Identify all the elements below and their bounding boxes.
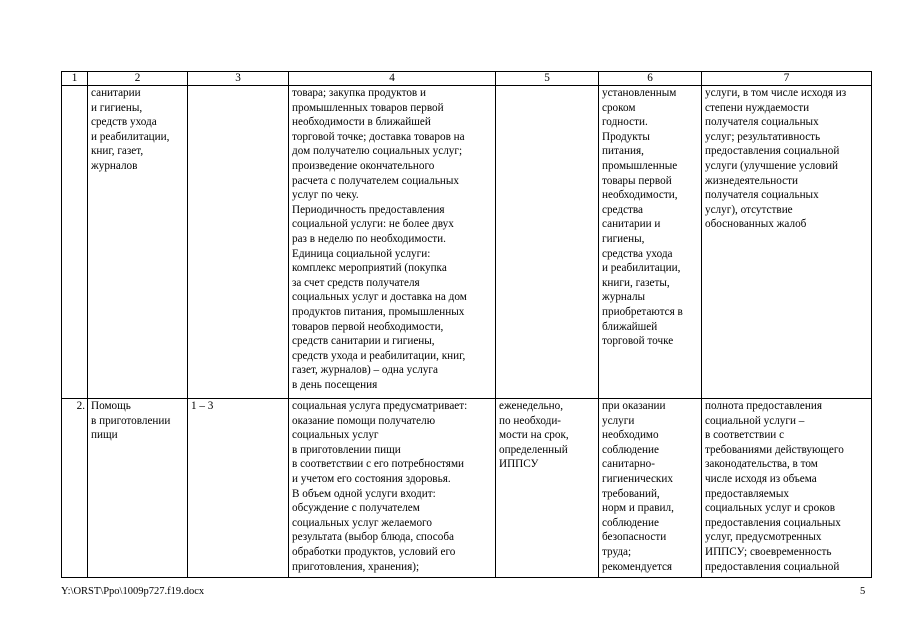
service-name-cell: [88, 86, 188, 399]
cell-line: жизнедеятельности: [705, 174, 798, 187]
cell-line: приобретаются в: [602, 305, 683, 318]
cell-line: торговой точке: [602, 335, 674, 348]
cell-line: полнота предоставления: [705, 400, 822, 412]
cell-line: необходимо: [602, 429, 659, 442]
cell-line: социальной услуги –: [705, 414, 805, 427]
cell-line: установленным: [602, 87, 677, 99]
cell-line: расчета с получателем социальных: [292, 174, 460, 187]
services-table: [61, 71, 872, 578]
cell-line: и реабилитации,: [91, 130, 170, 143]
cell-line: промышленные: [602, 159, 678, 172]
cell-line: соблюдение: [602, 516, 659, 529]
cell-line: в приготовлении пищи: [292, 443, 401, 456]
cell-line: обсуждение с получателем: [292, 502, 420, 515]
frequency-cell: [496, 399, 599, 578]
cell-line: средств ухода: [91, 116, 157, 129]
cell-line: получателя социальных: [705, 189, 819, 202]
cell-line: промышленных товаров первой: [292, 101, 444, 114]
cell-line: услуг, предусмотренных: [705, 531, 822, 544]
cell-line: в день посещения: [292, 378, 378, 391]
cell-line: социальной услуги: не более двух: [292, 218, 454, 231]
quality-cell: [702, 399, 872, 578]
cell-line: необходимости в ближайшей: [292, 116, 431, 129]
cell-line: соблюдение: [602, 443, 659, 456]
cell-line: норм и правил,: [602, 502, 674, 515]
cell-line: ближайшей: [602, 320, 658, 333]
cell-line: социальных услуг и доставка на дом: [292, 291, 467, 304]
cell-line: предоставляемых: [705, 487, 789, 500]
volume-cell: [188, 86, 289, 399]
cell-line: услуги: [602, 414, 635, 427]
page-number: 5: [860, 586, 866, 597]
cell-line: услуг), отсутствие: [705, 203, 793, 216]
cell-line: санитарии: [91, 87, 141, 99]
cell-line: В объем одной услуги входит:: [292, 487, 436, 500]
cell-line: питания,: [602, 145, 644, 158]
row-number-cell: 2.: [62, 399, 88, 578]
cell-line: услуги, в том числе исходя из: [705, 87, 847, 99]
cell-line: средства ухода: [602, 247, 673, 260]
cell-line: оказание помощи получателю: [292, 414, 436, 427]
cell-line: необходимости,: [602, 189, 678, 202]
cell-line: гигиенических: [602, 472, 673, 485]
cell-line: торговой точке; доставка товаров на: [292, 130, 465, 143]
cell-line: пищи: [91, 429, 118, 442]
cell-line: средства: [602, 203, 644, 216]
cell-line: социальных услуг желаемого: [292, 516, 432, 529]
file-path-footer: Y:\ORST\Ppo\1009p727.f19.docx: [61, 586, 205, 597]
cell-line: при оказании: [602, 400, 666, 412]
description-cell: [289, 399, 496, 578]
cell-line: комплекс мероприятий (покупка: [292, 262, 447, 275]
cell-line: гигиены,: [602, 232, 645, 245]
cell-line: социальных услуг: [292, 429, 379, 442]
cell-line: средств ухода и реабилитации, книг,: [292, 349, 466, 362]
cell-line: и учетом его состояния здоровья.: [292, 472, 451, 485]
cell-line: обоснованных жалоб: [705, 218, 807, 231]
cell-line: числе исходя из объема: [705, 472, 817, 485]
cell-line: Продукты: [602, 130, 650, 143]
cell-line: еженедельно,: [499, 400, 564, 412]
table-row: [62, 399, 872, 578]
cell-line: в соответствии с: [705, 429, 785, 442]
conditions-cell: [599, 86, 702, 399]
cell-line: в соответствии с его потребностями: [292, 458, 465, 471]
cell-line: журналы: [602, 291, 646, 304]
cell-line: мости на срок,: [499, 429, 569, 442]
cell-line: и гигиены,: [91, 101, 143, 114]
cell-line: предоставления социальной: [705, 560, 840, 573]
cell-line: журналов: [91, 159, 138, 172]
cell-line: Периодичность предоставления: [292, 203, 445, 216]
cell-line: Единица социальной услуги:: [292, 247, 431, 260]
column-number: 5: [496, 72, 599, 86]
cell-line: по необходи-: [499, 414, 562, 427]
cell-line: услуг; результативность: [705, 130, 821, 143]
cell-line: рекомендуется: [602, 560, 673, 573]
cell-line: сроком: [602, 101, 636, 114]
cell-line: товары первой: [602, 174, 672, 187]
cell-line: санитарно-: [602, 458, 655, 471]
frequency-cell: [496, 86, 599, 399]
description-cell: [289, 86, 496, 399]
cell-line: раз в неделю по необходимости.: [292, 232, 446, 245]
cell-line: требований,: [602, 487, 660, 500]
cell-line: годности.: [602, 116, 648, 129]
cell-line: книги, газеты,: [602, 276, 670, 289]
cell-line: газет, журналов) – одна услуга: [292, 364, 438, 377]
column-number: 7: [702, 72, 872, 86]
cell-line: Помощь: [91, 400, 131, 412]
cell-line: в приготовлении: [91, 414, 171, 427]
conditions-cell: [599, 399, 702, 578]
cell-line: труда;: [602, 545, 632, 558]
cell-line: продуктов питания, промышленных: [292, 305, 465, 318]
cell-line: услуг по чеку.: [292, 189, 359, 202]
row-number-cell: [62, 86, 88, 399]
cell-line: предоставления социальных: [705, 516, 841, 529]
column-number: 4: [289, 72, 496, 86]
service-name-cell: [88, 399, 188, 578]
column-number: 6: [599, 72, 702, 86]
cell-line: за счет средств получателя: [292, 276, 420, 289]
cell-line: произведение окончательного: [292, 159, 435, 172]
cell-line: ИППСУ; своевременность: [705, 545, 832, 558]
cell-line: дом получателю социальных услуг;: [292, 145, 463, 158]
column-number-row: [62, 72, 872, 86]
cell-line: санитарии и: [602, 218, 661, 231]
column-number: 3: [188, 72, 289, 86]
cell-line: приготовления, хранения);: [292, 560, 420, 573]
cell-line: товаров первой необходимости,: [292, 320, 444, 333]
cell-line: ИППСУ: [499, 458, 539, 471]
cell-line: и реабилитации,: [602, 262, 681, 275]
cell-line: услуги (улучшение условий: [705, 159, 839, 172]
cell-line: получателя социальных: [705, 116, 819, 129]
cell-line: социальных услуг и сроков: [705, 502, 835, 515]
cell-line: безопасности: [602, 531, 667, 544]
cell-line: законодательства, в том: [705, 458, 818, 471]
cell-line: социальная услуга предусматривает:: [292, 400, 468, 412]
quality-cell: [702, 86, 872, 399]
cell-line: требованиями действующего: [705, 443, 844, 456]
cell-line: определенный: [499, 443, 568, 456]
cell-line: книг, газет,: [91, 145, 144, 158]
cell-line: средств санитарии и гигиены,: [292, 335, 435, 348]
cell-line: степени нуждаемости: [705, 101, 810, 114]
cell-line: предоставления социальной: [705, 145, 840, 158]
column-number: 2: [88, 72, 188, 86]
cell-line: результата (выбор блюда, способа: [292, 531, 455, 544]
cell-line: товара; закупка продуктов и: [292, 87, 426, 99]
cell-line: обработки продуктов, условий его: [292, 545, 456, 558]
volume-cell: [188, 399, 289, 578]
column-number: 1: [62, 72, 88, 86]
cell-line: 1 – 3: [191, 400, 214, 412]
table-row: [62, 86, 872, 399]
